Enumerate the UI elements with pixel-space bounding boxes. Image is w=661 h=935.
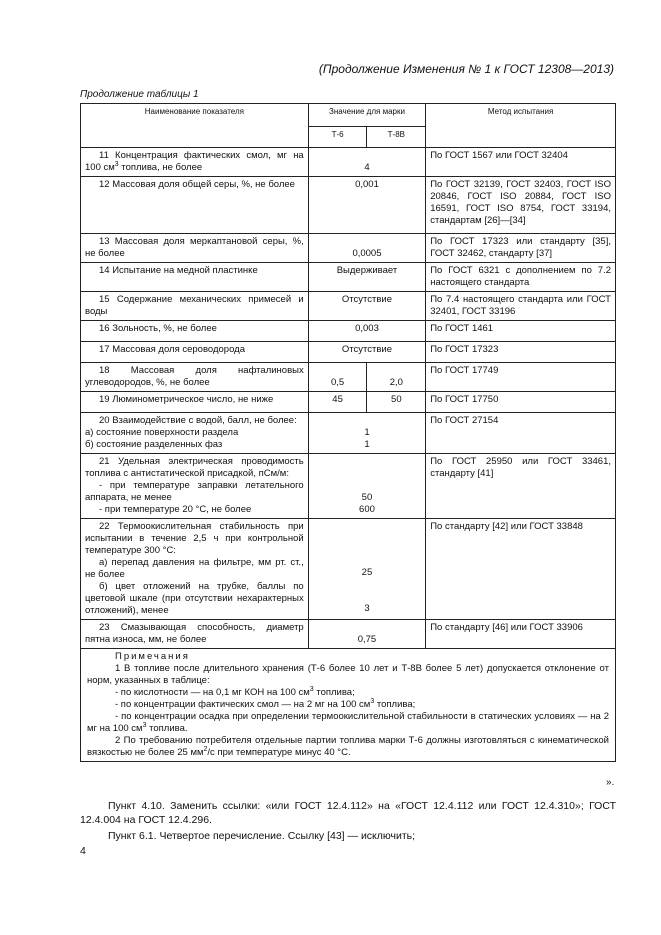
row-method: По ГОСТ 1567 или ГОСТ 32404 [426,148,616,177]
row-value: Выдерживает [308,263,426,292]
row-method: По ГОСТ 17749 [426,363,616,392]
table-row [81,292,616,321]
table-row [81,620,616,649]
row-method: По ГОСТ 1461 [426,321,616,342]
row-method: По ГОСТ 32139, ГОСТ 32403, ГОСТ ISO 20846, ГОСТ ISO 20884, ГОСТ ISO 16591, ГОСТ ISO 8754, ГОСТ 33194, стандартам [26]—[34] [426,177,616,234]
row-value: 0,001 [308,177,426,234]
col-t6-header: Т-6 [308,127,367,148]
page-header: (Продолжение Изменения № 1 к ГОСТ 12308—2013) [318,62,614,76]
row-value: 50 600 [308,454,426,519]
col-value-header: Значение для марки [308,104,426,127]
row-method: По ГОСТ 17323 или стандарту [35], ГОСТ 32462, стандарту [37] [426,234,616,263]
table-row [81,342,616,363]
row-value-t6: 0,5 [308,363,367,392]
table-row [81,263,616,292]
row-name: 15 Содержание механических примесей и воды [85,294,304,317]
table-row: 20 Взаимодействие с водой, балл, не более: а) состояние поверхности раздела б) состояние разделенных фаз 1 1 По ГОСТ 27154 [81,413,616,454]
row-value-t8v: 50 [367,392,426,413]
table-row [81,363,616,392]
table-row [81,321,616,342]
row-value: 1 1 [308,413,426,454]
row-name: 23 Смазывающая способность, диаметр пятна износа, мм, не более [85,622,304,645]
row-name: 11 Концентрация фактических смол, мг на 100 см [85,150,304,173]
table-row [81,177,616,234]
row-value: 4 [308,148,426,177]
row-value: 0,75 [308,620,426,649]
table-notes: Примечания 1 В топливе после длительного хранения (Т-6 более 10 лет и Т-8В более 5 лет) допускается отклонение от норм, указанных в таблице: - по кислотности — на 0,1 мг КОН на 100 $см^3$ топлива; - по концентрации фактических смол — на 2 мг на 100 $см^3$ топлива; - по концентрации осадка при определении термоокислительной стабильности в статических условиях — на 2 мг на 100 $см^3$ топлива. 2 По требованию потребителя отдельные партии топлива марки Т-6 должны изготовляться с кинематической вязкостью не более 25 $мм^2/с$ при температуре минус 40 °С. [81,649,616,762]
row-name: 20 Взаимодействие с водой, балл, не более: [99,415,297,426]
row-value-t6: 45 [308,392,367,413]
row-name: 16 Зольность, %, не более [99,323,217,334]
row-name: 22 Термоокислительная стабильность при испытании в течение 2,5 ч при контрольной температуре 300 °С: [85,521,304,556]
paragraph-6-1: Пункт 6.1. Четвертое перечисление. Ссылку [43] — исключить; [108,830,416,842]
row-method: По ГОСТ 25950 или ГОСТ 33461, стандарту [41] [426,454,616,519]
table-row: 11 Концентрация фактических смол, мг на 100 $см^3$ топлива, не более 4 По ГОСТ 1567 или ГОСТ 32404 [81,148,616,177]
table-row: 21 Удельная электрическая проводимость топлива с антистатической присадкой, пСм/м: - при температуре заправки летательного аппарата, не менее - при температуре 20 °С, не более 50 600 По ГОСТ 25950 или ГОСТ 33461, стандарту [41] [81,454,616,519]
row-method: По 7.4 настоящего стандарта или ГОСТ 32401, ГОСТ 33196 [426,292,616,321]
row-value: 25 3 [308,519,426,620]
closing-quote: ». [606,777,615,788]
row-method: По ГОСТ 17750 [426,392,616,413]
row-name: 21 Удельная электрическая проводимость топлива с антистатической присадкой, пСм/м: [85,456,304,479]
row-value-t8v: 2,0 [367,363,426,392]
row-method: По ГОСТ 27154 [426,413,616,454]
row-name: 13 Массовая доля меркаптановой серы, %, не более [85,236,304,259]
row-name: 14 Испытание на медной пластинке [99,265,258,276]
row-method: По ГОСТ 17323 [426,342,616,363]
table-row [81,392,616,413]
table-row: 22 Термоокислительная стабильность при испытании в течение 2,5 ч при контрольной температуре 300 °С: а) перепад давления на фильтре, мм рт. ст., не более б) цвет отложений на трубке, баллы по цветовой шкале (при отсутствии нехарактерных отложений), менее 25 3 По стандарту [42] или ГОСТ 33848 [81,519,616,620]
page-number: 4 [80,845,86,857]
table-header-row [81,104,616,127]
table-continuation-caption: Продолжение таблицы 1 [80,89,199,100]
row-name: 18 Массовая доля нафталиновых углеводородов, %, не более [85,365,304,388]
row-value: 0,0005 [308,234,426,263]
row-name: 17 Массовая доля сероводорода [99,344,245,355]
row-method: По стандарту [42] или ГОСТ 33848 [426,519,616,620]
col-method-header: Метод испытания [426,104,616,148]
row-value: Отсутствие [308,342,426,363]
row-value: Отсутствие [308,292,426,321]
row-method: По ГОСТ 6321 с дополнением по 7.2 настоящего стандарта [426,263,616,292]
notes-title: Примечания [115,651,190,662]
table-row [81,234,616,263]
row-name: 19 Люминометрическое число, не ниже [99,394,274,405]
row-name: 12 Массовая доля общей серы, %, не более [99,179,295,190]
col-name-header: Наименование показателя [81,104,309,148]
col-t8v-header: Т-8В [367,127,426,148]
notes-row [81,649,616,762]
spec-table [80,103,616,762]
row-value: 0,003 [308,321,426,342]
row-method: По стандарту [46] или ГОСТ 33906 [426,620,616,649]
paragraph-4-10: Пункт 4.10. Заменить ссылки: «или ГОСТ 12.4.112» на «ГОСТ 12.4.112 или ГОСТ 12.4.310»; ГОСТ 12.4.004 на ГОСТ 12.4.296. [80,800,616,826]
